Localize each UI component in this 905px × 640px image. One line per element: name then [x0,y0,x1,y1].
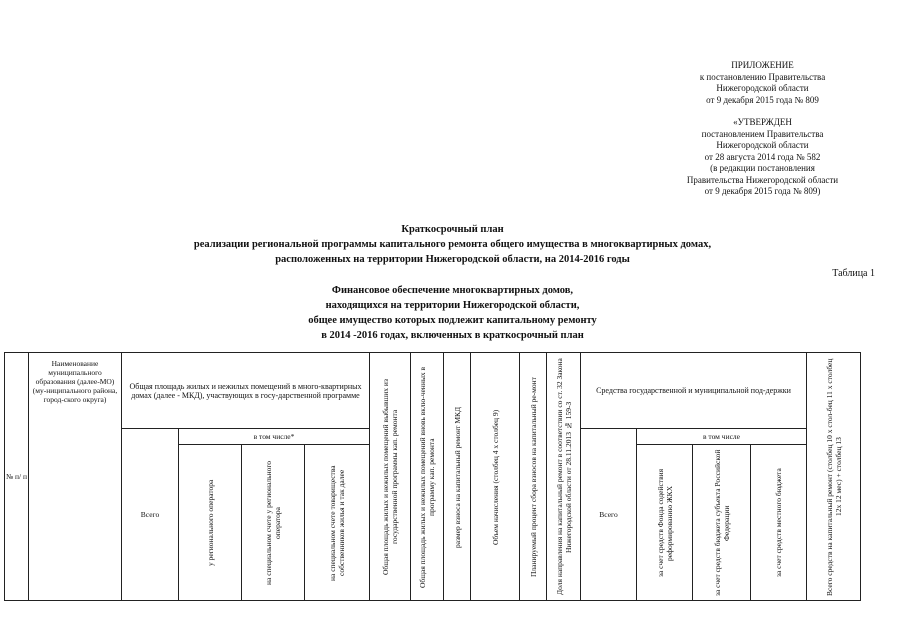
area-total-header: Всего [122,429,179,601]
area-special-regop-header: на специальном счете у регионального оператора [242,445,305,601]
approval-line: от 28 августа 2014 года № 582 [704,151,821,162]
area-header: Общая площадь жилых и нежилых помещений в много-квартирных домах (далее - МКД), участвующих в госу-дарственной программе [122,353,370,429]
area-incl-header: в том числе* [179,429,370,445]
area-special-tsj-header: на специальном счете товарищества собственников жилья и так далее [305,445,370,601]
approval-line: от 9 декабря 2015 года № 809) [704,186,821,196]
col-mo-header: Наименование муниципального образования (далее-МО) (му-ниципального района, город-ского округа) [29,353,122,601]
collect-percent-header: Планируемый процент сбора взносов на капитальный ре-монт [520,353,547,601]
table-number: Таблица 1 [832,268,875,279]
title-line: Краткосрочный план [401,224,504,235]
table-title [0,283,905,343]
approval-line: Нижегородской области [716,83,809,93]
subtitle-line: общее имущество которых подлежит капитальному ремонту [308,315,597,326]
funds-total-header: Всего [581,429,637,601]
finance-table [4,352,861,601]
plan-title [0,222,905,267]
grand-total-header: Всего средств на капитальный ремонт (столбец 10 х стол-бец 11 х столбец 12х 12 мес) + столбец 13 [807,353,861,601]
approval-line: к постановлению Правительства [699,71,826,82]
approval-spacer [640,106,885,117]
approval-line: от 9 декабря 2015 года № 809 [706,94,819,105]
title-line: реализации региональной программы капитального ремонта общего имущества в многоквартирных домах, [193,239,712,250]
share-direction-header: Доля направления на капитальный ремонт в соответствии со ст. 32 Закона Нижегородской области от 28.11.2013 № 159-З [547,353,581,601]
funds-fund-header: за счет средств Фонда содействия реформированию ЖКХ [637,445,693,601]
subtitle-line: находящихся на территории Нижегородской области, [325,300,580,311]
funds-subject-header: за счет средств бюджета субъекта Российской Федерации [693,445,751,601]
title-line: расположенных на территории Нижегородской области, на 2014-2016 годы [275,254,630,265]
area-regop-header: у регионального оператора [179,445,242,601]
funds-header: Средства государственной и муниципальной под-держки [581,353,807,429]
approval-line: Нижегородской области [716,140,809,150]
contribution-size-header: размер взноса на капитальный ремонт МКД [444,353,471,601]
funds-local-header: за счет средств местного бюджета [751,445,807,601]
col-number-header: № п/ п [5,353,29,601]
area-new-header: Общая площадь жилых и нежилых помещений вновь вклю-ченных в программу кап. ремонта [411,353,444,601]
approval-line: ПРИЛОЖЕНИЕ [731,60,794,70]
funds-incl-header: в том числе [637,429,807,445]
subtitle-line: Финансовое обеспечение многоквартирных домов, [331,285,574,296]
approval-line: Правительства Нижегородской области [686,174,839,185]
approval-line: (в редакции постановления [710,163,815,173]
accrual-volume-header: Объем начисления (столбец 4 х столбец 9) [471,353,520,601]
approval-line: «УТВЕРЖДЕН [733,117,792,127]
subtitle-line: в 2014 -2016 годах, включенных в краткосрочный план [321,330,584,341]
area-leaving-header: Общая площадь жилых и нежилых помещений выбывших из государственной программы кап. ремонта [370,353,411,601]
approval-block [640,60,885,198]
approval-line: постановлением Правительства [701,128,824,139]
